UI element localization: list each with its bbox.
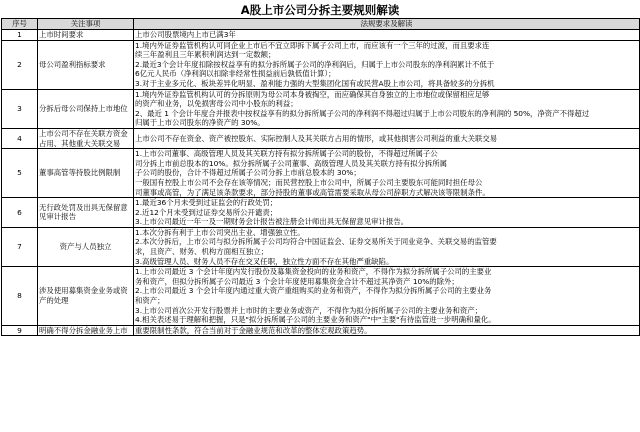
rule-line: 1.境内外证券监管机构认可的分拆原则为母公司本身被掏空，而应确保其自身独立的上市地位或保留相应足够 (135, 89, 490, 99)
row-rule (134, 89, 640, 128)
row-item: 上市时间要求 (38, 30, 134, 41)
row-rule (134, 30, 640, 41)
row-number: 2 (2, 40, 38, 89)
rule-line: 2、最近 1 个会计年度合并报表中按权益享有的拟分拆所属子公司的净利润不得超过归属于上市公司股东的净利润的 50%，净资产不得超过 (135, 108, 590, 118)
table-row (2, 128, 640, 148)
row-item: 涉及使用募集资金业务或资产的处理 (38, 267, 134, 326)
rule-line: 一般国有控股上市公司不会存在该等情况；而民营控股上市公司中，所属子公司主要股东可能同时担任母公 (135, 177, 483, 187)
row-rule (134, 227, 640, 266)
row-item: 无行政处罚及出具无保留意见审计报告 (38, 198, 134, 228)
row-item: 明确不得分拆金融业务上市 (38, 325, 134, 336)
rule-line: 1.本次分拆有利于上市公司突出主业、增强独立性。 (135, 227, 305, 237)
row-number: 3 (2, 89, 38, 128)
table-row (2, 227, 640, 266)
table-row (2, 198, 640, 228)
rule-line: 3.上市公司最近一年一及一期财务会计报告被注册会计师出具无保留意见审计报告。 (135, 217, 409, 227)
table-row (2, 149, 640, 198)
rule-line: 3.上市公司首次公开发行股票并上市时的主要业务或资产，不得作为拟分拆所属子公司的主要业务和资产； (135, 305, 483, 315)
table-header-row (2, 19, 640, 30)
table-row (2, 40, 640, 89)
row-number: 8 (2, 267, 38, 326)
row-number: 1 (2, 30, 38, 41)
rules-table (1, 18, 640, 336)
row-rule (134, 128, 640, 148)
rule-line: 司董事或高管，为了满足该条款要求，部分持股的董事或高管需要采取从母公司辞职方式解决该等限制条件。 (135, 187, 490, 197)
rule-line: 1.上市公司董事、高级管理人员及其关联方持有拟分拆所属子公司的股份，不得超过所属子公 (135, 149, 438, 159)
header-rule: 法规要求及解读 (134, 19, 640, 30)
rule-line: 2.近12个月未受到过证券交易所公开谴责； (135, 207, 278, 217)
rule-line: 和资产； (135, 296, 165, 306)
row-number: 6 (2, 198, 38, 228)
rule-line: 重要限制性条款，符合当前对于金融业规范和改革的整体宏观政策趋势。 (135, 325, 372, 335)
row-item: 资产与人员独立 (38, 227, 134, 266)
table-row (2, 89, 640, 128)
table-row (2, 30, 640, 41)
row-number: 9 (2, 325, 38, 336)
rule-line: 子公司的股份，合计不得超过所属子公司分拆上市前总股本的 30%； (135, 168, 361, 178)
row-number: 7 (2, 227, 38, 266)
table-row (2, 325, 640, 336)
rule-line: 上市公司股票境内上市已满3年 (135, 30, 236, 39)
rule-line: 的资产和业务，以免损害母公司中小股东的利益； (135, 99, 298, 109)
row-rule (134, 267, 640, 326)
row-rule (134, 40, 640, 89)
rule-line: 归属于上市公司股东的净资产的 30%。 (135, 118, 265, 128)
rule-line: 1.上市公司最近 3 个会计年度内发行股份及募集资金投向的业务和资产，不得作为拟分拆所属子公司的主要业 (135, 267, 492, 277)
document-title: A股上市公司分拆主要规则解读 (240, 3, 400, 17)
row-item: 母公司盈利指标要求 (38, 40, 134, 89)
rule-line: 3.高级管理人员、财务人员不存在交叉任职，独立性方面不存在其他严重缺陷。 (135, 256, 394, 266)
row-item: 上市公司不存在关联方资金占用、其他重大关联交易 (38, 128, 134, 148)
rule-line: 上市公司不存在资金、资产被控股东、实际控制人及其关联方占用的情形，或其他损害公司利益的重大关联交易 (135, 133, 498, 143)
header-no: 序号 (2, 19, 38, 30)
table-body (2, 30, 640, 336)
row-item: 董事高管等持股比例限制 (38, 149, 134, 198)
rule-line: 续三年盈利且三年累积利润达到一定数额； (135, 50, 276, 60)
rule-line: 2.最近3个会计年度扣除按权益享有的拟分拆所属子公司的净利润后，归属于上市公司股东的净利润累计不低于 (135, 59, 495, 69)
table-row (2, 267, 640, 326)
row-rule (134, 325, 640, 336)
rule-line: 3.对于主业多元化、板块差异化明显、盈利能力强的大型集团化国有或民营A股上市公司，将具备较多的分拆机 (135, 78, 495, 88)
row-item: 分拆后母公司保持上市地位 (38, 89, 134, 128)
rule-line: 6亿元人民币（净利润以扣除非经常性损益前后孰低值计算）； (135, 69, 336, 79)
row-rule (134, 198, 640, 228)
rule-line: 2.本次分拆后，上市公司与拟分拆所属子公司均符合中国证监会、证券交易所关于同业竞争、关联交易的监管要 (135, 237, 497, 247)
rule-line: 求，且资产、财务、机构方面相互独立； (135, 247, 269, 257)
rule-line: 1.最近36个月未受到过证监会的行政处罚； (135, 198, 278, 208)
rule-line: 务和资产，但拟分拆所属子公司最近 3 个会计年度使用募集资金合计不超过其净资产 10%的除外； (135, 276, 459, 286)
row-number: 4 (2, 128, 38, 148)
row-rule (134, 149, 640, 198)
row-number: 5 (2, 149, 38, 198)
rule-line: 司分拆上市前总股本的10%。拟分拆所属子公司董事、高级管理人员及其关联方持有拟分拆所属 (135, 158, 448, 168)
rule-line: 4.相关表述易于理解和把握，只是"拟分拆所属子公司的主要业务和资产"中"主要"有待监管进一步明确和量化。 (135, 315, 496, 325)
header-item: 关注事项 (38, 19, 134, 30)
rule-line: 2.上市公司最近 3 个会计年度内通过重大资产重组购买的业务和资产，不得作为拟分拆所属子公司的主要业务 (135, 286, 492, 296)
rule-line: 1.境内外证券监管机构认可同企业上市后不宜立即拆下属子公司上市，而应该有一个三年的过渡，而且要求连 (135, 40, 490, 50)
